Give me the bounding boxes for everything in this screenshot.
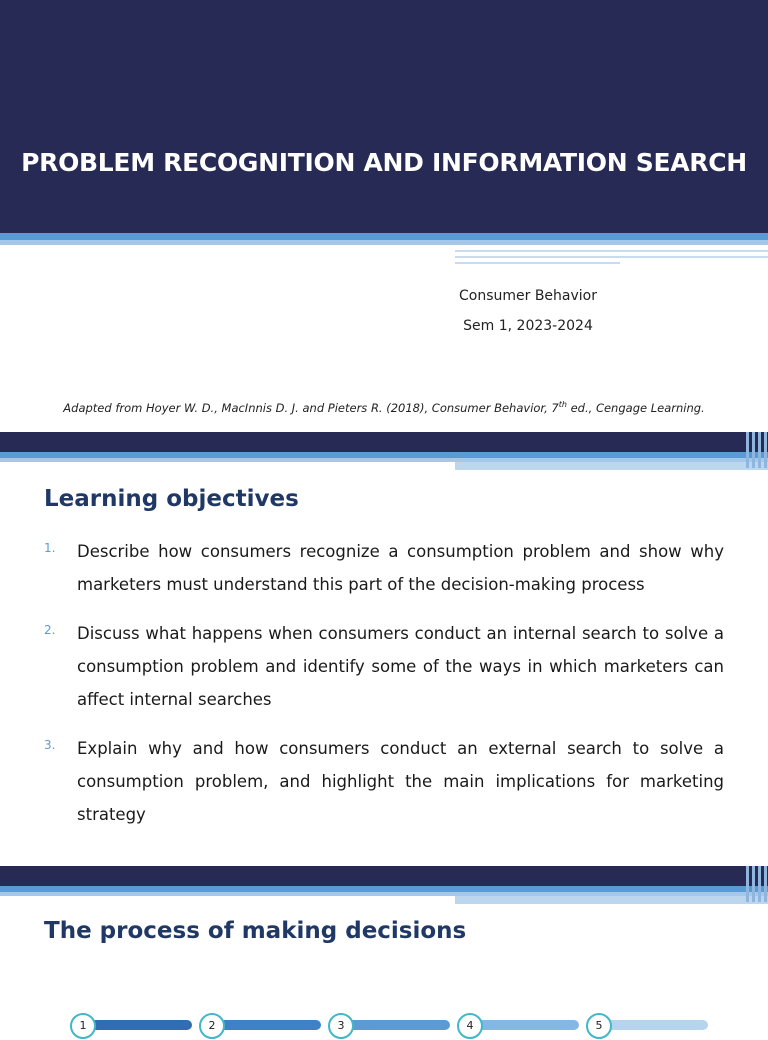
objectives-list xyxy=(44,535,724,847)
step-number: 1 xyxy=(70,1013,96,1039)
objective-number: 1. xyxy=(44,541,56,555)
objective-item xyxy=(44,732,724,831)
objective-number: 3. xyxy=(44,738,56,752)
citation-text-end: ed., Cengage Learning. xyxy=(566,400,705,415)
citation-text: Adapted from Hoyer W. D., MacInnis D. J. and Pieters R. (2018), Consumer Behavior, 7 xyxy=(63,400,559,415)
accent-tick xyxy=(746,866,749,902)
step-bar xyxy=(598,1020,708,1030)
objective-item xyxy=(44,535,724,601)
accent-stripe xyxy=(0,233,768,240)
slide-title: PROBLEM RECOGNITION AND INFORMATION SEARCH xyxy=(21,148,747,177)
objectives-slide xyxy=(0,432,768,866)
accent-block xyxy=(455,462,768,470)
accent-tick xyxy=(752,432,755,468)
step-number: 2 xyxy=(199,1013,225,1039)
citation-superscript: th xyxy=(558,400,567,409)
accent-tick xyxy=(758,432,761,468)
title-band xyxy=(0,0,768,233)
top-band xyxy=(0,432,768,452)
accent-tick xyxy=(746,432,749,468)
title-slide xyxy=(0,0,768,432)
course-term: Sem 1, 2023-2024 xyxy=(463,318,593,334)
citation xyxy=(0,400,768,415)
step-bar xyxy=(211,1020,321,1030)
objective-number: 2. xyxy=(44,623,56,637)
step-number: 3 xyxy=(328,1013,354,1039)
accent-tick xyxy=(764,432,767,468)
step-bar xyxy=(469,1020,579,1030)
accent-tick xyxy=(764,866,767,902)
accent-tick xyxy=(758,866,761,902)
section-heading: The process of making decisions xyxy=(44,918,467,944)
accent-tick xyxy=(752,866,755,902)
step-bar xyxy=(82,1020,192,1030)
objective-item xyxy=(44,617,724,716)
objective-text: Discuss what happens when consumers conduct an internal search to solve a consumption problem and identify some of the ways in which marketers can affect internal searches xyxy=(77,624,724,709)
objective-text: Explain why and how consumers conduct an external search to solve a consumption problem, and highlight the main implications for marketing strategy xyxy=(77,739,724,824)
accent-line xyxy=(455,250,768,252)
decisions-slide xyxy=(0,866,768,1032)
step-bar xyxy=(340,1020,450,1030)
course-name: Consumer Behavior xyxy=(458,288,597,304)
accent-line xyxy=(455,262,620,264)
section-heading: Learning objectives xyxy=(44,486,299,512)
top-band xyxy=(0,866,768,886)
accent-stripe-light xyxy=(0,240,768,245)
objective-text: Describe how consumers recognize a consumption problem and show why marketers must understand this part of the decision-making process xyxy=(77,542,724,594)
accent-line xyxy=(455,256,768,258)
accent-block xyxy=(455,896,768,904)
step-number: 4 xyxy=(457,1013,483,1039)
step-number: 5 xyxy=(586,1013,612,1039)
